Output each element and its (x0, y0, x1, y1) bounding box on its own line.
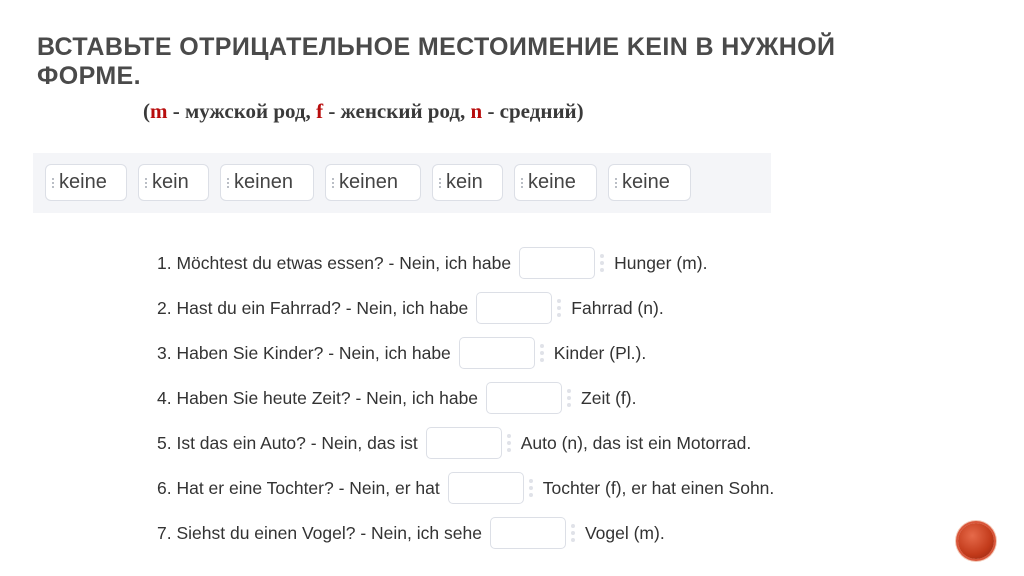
gender-legend (143, 99, 584, 124)
word-chip-label: keinen (339, 171, 398, 193)
legend-open: ( (143, 99, 150, 123)
question-text: 3. Haben Sie Kinder? - Nein, ich habe (157, 342, 451, 363)
word-chip-keine-1[interactable] (45, 164, 127, 201)
word-chip-kein-2[interactable] (432, 164, 503, 201)
answer-drop-slot[interactable] (486, 382, 562, 414)
question-tail-text: Fahrrad (n). (571, 297, 664, 318)
answer-drop-slot[interactable] (476, 292, 552, 324)
question-row-5 (157, 425, 751, 461)
question-text: 2. Hast du ein Fahrrad? - Nein, ich habe (157, 297, 469, 318)
question-row-4 (157, 380, 636, 416)
answer-drop-slot[interactable] (519, 247, 595, 279)
question-tail-text: Kinder (Pl.). (553, 342, 647, 363)
word-chip-keinen-1[interactable] (220, 164, 314, 201)
question-row-7 (157, 515, 665, 551)
word-chip-kein-1[interactable] (138, 164, 209, 201)
drag-handle-icon[interactable] (529, 474, 533, 502)
drag-handle-icon[interactable] (540, 339, 544, 367)
question-row-2 (157, 290, 664, 326)
question-tail-text: Zeit (f). (581, 387, 637, 408)
question-tail-text: Vogel (m). (584, 522, 665, 543)
word-chip-label: keine (528, 171, 576, 193)
drag-handle-icon[interactable] (521, 175, 523, 191)
drag-handle-icon[interactable] (52, 175, 54, 191)
question-tail-text: Hunger (m). (614, 252, 708, 273)
drag-handle-icon[interactable] (439, 175, 441, 191)
drag-handle-icon[interactable] (227, 175, 229, 191)
drag-handle-icon[interactable] (507, 429, 511, 457)
word-chip-label: keine (59, 171, 107, 193)
word-chip-keine-3[interactable] (608, 164, 691, 201)
drag-handle-icon[interactable] (571, 519, 575, 547)
question-tail-text: Auto (n), das ist ein Motorrad. (520, 432, 752, 453)
legend-n: n (470, 99, 483, 123)
drag-handle-icon[interactable] (567, 384, 571, 412)
question-text: 4. Haben Sie heute Zeit? - Nein, ich habe (157, 387, 479, 408)
question-text: 6. Hat er eine Tochter? - Nein, er hat (157, 477, 440, 498)
answer-drop-slot[interactable] (459, 337, 535, 369)
legend-n-text: - средний) (482, 99, 584, 123)
word-chip-label: keine (622, 171, 670, 193)
word-chip-label: keinen (234, 171, 293, 193)
word-chip-keinen-2[interactable] (325, 164, 421, 201)
question-row-6 (157, 470, 774, 506)
drag-handle-icon[interactable] (557, 294, 561, 322)
question-tail-text: Tochter (f), er hat einen Sohn. (542, 477, 775, 498)
answer-drop-slot[interactable] (426, 427, 502, 459)
legend-f: f (316, 99, 324, 123)
drag-handle-icon[interactable] (600, 249, 604, 277)
page-title: ВСТАВЬТЕ ОТРИЦАТЕЛЬНОЕ МЕСТОИМЕНИЕ KEIN В НУЖНОЙ ФОРМЕ. (37, 33, 836, 90)
word-chip-label: kein (446, 171, 483, 193)
question-text: 1. Möchtest du etwas essen? - Nein, ich habe (157, 252, 512, 273)
answer-drop-slot[interactable] (490, 517, 566, 549)
word-bank (33, 153, 771, 213)
word-chip-keine-2[interactable] (514, 164, 597, 201)
word-chip-label: kein (152, 171, 189, 193)
question-row-1 (157, 245, 707, 281)
seal-logo (958, 523, 994, 559)
question-text: 7. Siehst du einen Vogel? - Nein, ich sehe (157, 522, 482, 543)
legend-m-text: - мужской род, (167, 99, 317, 123)
drag-handle-icon[interactable] (615, 175, 617, 191)
drag-handle-icon[interactable] (145, 175, 147, 191)
legend-m: m (150, 99, 168, 123)
question-row-3 (157, 335, 646, 371)
legend-f-text: - женский род, (323, 99, 471, 123)
answer-drop-slot[interactable] (448, 472, 524, 504)
drag-handle-icon[interactable] (332, 175, 334, 191)
question-text: 5. Ist das ein Auto? - Nein, das ist (157, 432, 418, 453)
